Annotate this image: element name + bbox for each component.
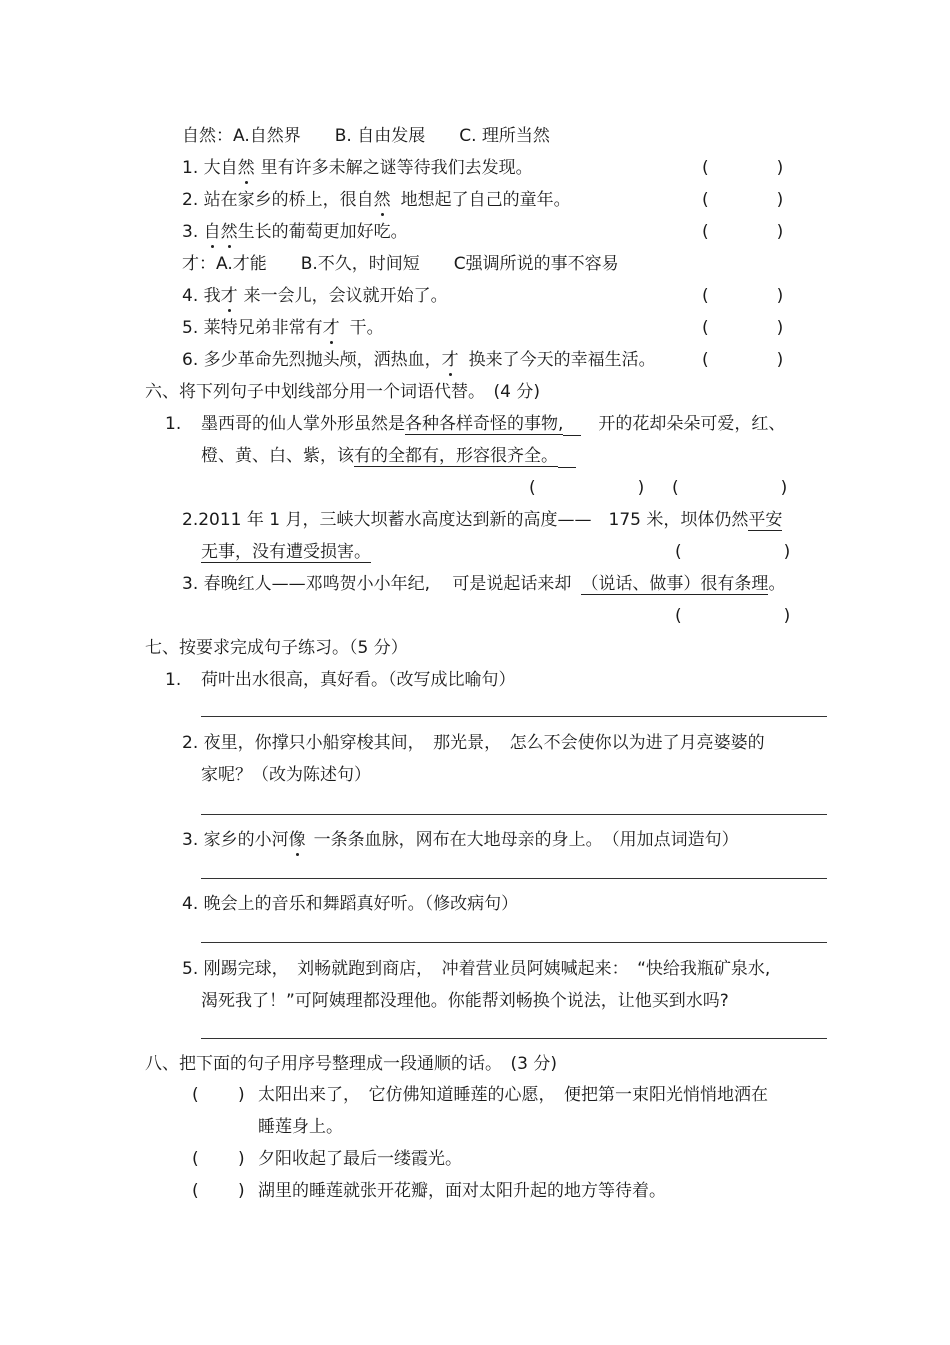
sentence-3-text-b: 一条条血脉，网布在大地母亲的身上。 （用加点词造句）: [313, 830, 739, 850]
item-1-text-b: 开的花却朵朵可爱，红、: [581, 414, 786, 434]
q4-answer-blank[interactable]: ( ): [702, 286, 784, 306]
item-1-underlined-1: 各种各样奇怪的事物,: [405, 414, 564, 434]
item-3-line-1: [182, 573, 785, 595]
order-row-2: 夕阳收起了最后一缕霞光。: [258, 1149, 462, 1169]
q1-answer-blank[interactable]: ( ): [702, 158, 784, 178]
sentence-5-answer-line[interactable]: [201, 1038, 827, 1039]
q6-dotted-char: 才: [441, 350, 459, 370]
item-2-line-2: [201, 541, 371, 563]
section-7-heading: 七、按要求完成句子练习。（5 分）: [145, 638, 408, 658]
sentence-1-number: 1.: [165, 670, 182, 690]
q5-text-b: 干。: [349, 318, 384, 338]
question-5: [182, 317, 384, 339]
item-1-answer-blank-2[interactable]: ( ): [672, 478, 788, 498]
question-4: [182, 285, 448, 307]
question-2: [182, 189, 571, 211]
q2-dotted-char: 然: [373, 190, 391, 210]
order-blank-1[interactable]: ( ): [192, 1085, 245, 1105]
sentence-5-line-1: 5. 刚踢完球， 刘畅就跑到商店， 冲着营业员阿姨喊起来： “快给我瓶矿泉水,: [182, 959, 771, 979]
item-2-line-1: [182, 509, 782, 531]
item-3-underlined: （说话、做事）很有条理: [581, 574, 769, 594]
q4-text-a: 4. 我: [182, 286, 221, 306]
sentence-2-answer-line[interactable]: [201, 814, 827, 815]
sentence-3-answer-line[interactable]: [201, 878, 827, 879]
item-3-answer-blank[interactable]: ( ): [675, 606, 791, 626]
item-2-underlined-2: 无事，没有遭受损害。: [201, 542, 371, 562]
sentence-3: [182, 829, 739, 851]
sentence-3-dotted-char: 像: [288, 830, 306, 850]
section-6-heading: 六、将下列句子中划线部分用一个词语代替。 (4 分): [145, 382, 540, 402]
q1-dotted-char: 然: [237, 158, 255, 178]
item-2-answer-blank[interactable]: ( ): [675, 542, 791, 562]
q1-text-a: 1. 大自: [182, 158, 238, 178]
q2-text-a: 2. 站在家乡的桥上，很自: [182, 190, 374, 210]
sentence-5-line-2: 渴死我了！”可阿姨理都没理他。你能帮刘畅换个说法，让他买到水吗?: [201, 991, 729, 1011]
question-1: [182, 157, 533, 179]
sentence-1: 荷叶出水很高，真好看。（改写成比喻句）: [201, 670, 516, 690]
q3-text-a: 3.: [182, 222, 204, 242]
sentence-3-text-a: 3. 家乡的小河: [182, 830, 289, 850]
item-1-number: 1.: [165, 414, 182, 434]
section-8-heading: 八、把下面的句子用序号整理成一段通顺的话。 (3 分): [145, 1054, 557, 1074]
sentence-1-answer-line[interactable]: [201, 716, 827, 717]
q4-text-b: 来一会儿，会议就开始了。: [243, 286, 448, 306]
q2-text-b: 地想起了自己的童年。: [400, 190, 571, 210]
sentence-2-line-2: 家呢？（改为陈述句）: [201, 765, 371, 785]
order-blank-3[interactable]: ( ): [192, 1181, 245, 1201]
q6-text-b: 换来了今天的幸福生活。: [468, 350, 656, 370]
q6-text-a: 6. 多少革命先烈抛头颅，洒热血，: [182, 350, 442, 370]
order-row-3: 湖里的睡莲就张开花瓣，面对太阳升起的地方等待着。: [258, 1181, 666, 1201]
q3-text-b: 生长的葡萄更加好吃。: [237, 222, 408, 242]
question-6: [182, 349, 656, 371]
cai-definition: 才：A.才能 B.不久，时间短 C强调所说的事不容易: [182, 254, 619, 274]
q2-answer-blank[interactable]: ( ): [702, 190, 784, 210]
item-1-answer-blank-1[interactable]: ( ): [529, 478, 645, 498]
q3-dotted-char-1: 自: [203, 222, 221, 242]
q3-answer-blank[interactable]: ( ): [702, 222, 784, 242]
order-blank-2[interactable]: ( ): [192, 1149, 245, 1169]
item-1-text-c: 橙、黄、白、紫，该: [201, 446, 354, 466]
item-2-text-a: 2.2011 年 1 月，三峡大坝蓄水高度达到新的高度—— 175 米，坝体仍然: [182, 510, 749, 530]
question-3: [182, 221, 408, 243]
sentence-4-answer-line[interactable]: [201, 942, 827, 943]
item-2-underlined-1: 平安: [748, 510, 783, 530]
ziran-definition: 自然：A.自然界 B. 自由发展 C. 理所当然: [182, 126, 550, 146]
q3-dotted-char-2: 然: [220, 222, 238, 242]
item-1-underlined-2: 有的全都有，形容很齐全。: [354, 446, 558, 466]
sentence-4: 4. 晚会上的音乐和舞蹈真好听。（修改病句）: [182, 894, 519, 914]
q5-text-a: 5. 莱特兄弟非常有: [182, 318, 323, 338]
q4-dotted-char: 才: [220, 286, 238, 306]
item-3-text-a: 3. 春晚红人——邓鸣贺小小年纪, 可是说起话来却: [182, 574, 572, 594]
item-1-text-a: 墨西哥的仙人掌外形虽然是: [201, 414, 405, 434]
q5-answer-blank[interactable]: ( ): [702, 318, 784, 338]
item-3-end: 。: [768, 574, 786, 594]
q5-dotted-char: 才: [322, 318, 340, 338]
item-1-line-1: [201, 413, 785, 436]
order-row-1-line-1: 太阳出来了， 它仿佛知道睡莲的心愿， 便把第一束阳光悄悄地洒在: [258, 1085, 768, 1105]
q1-text-b: 里有许多未解之谜等待我们去发现。: [260, 158, 533, 178]
order-row-1-line-2: 睡莲身上。: [258, 1117, 343, 1137]
item-1-line-2: [201, 445, 576, 468]
q6-answer-blank[interactable]: ( ): [702, 350, 784, 370]
sentence-2-line-1: 2. 夜里，你撑只小船穿梭其间， 那光景， 怎么不会使你以为进了月亮婆婆的: [182, 733, 765, 753]
